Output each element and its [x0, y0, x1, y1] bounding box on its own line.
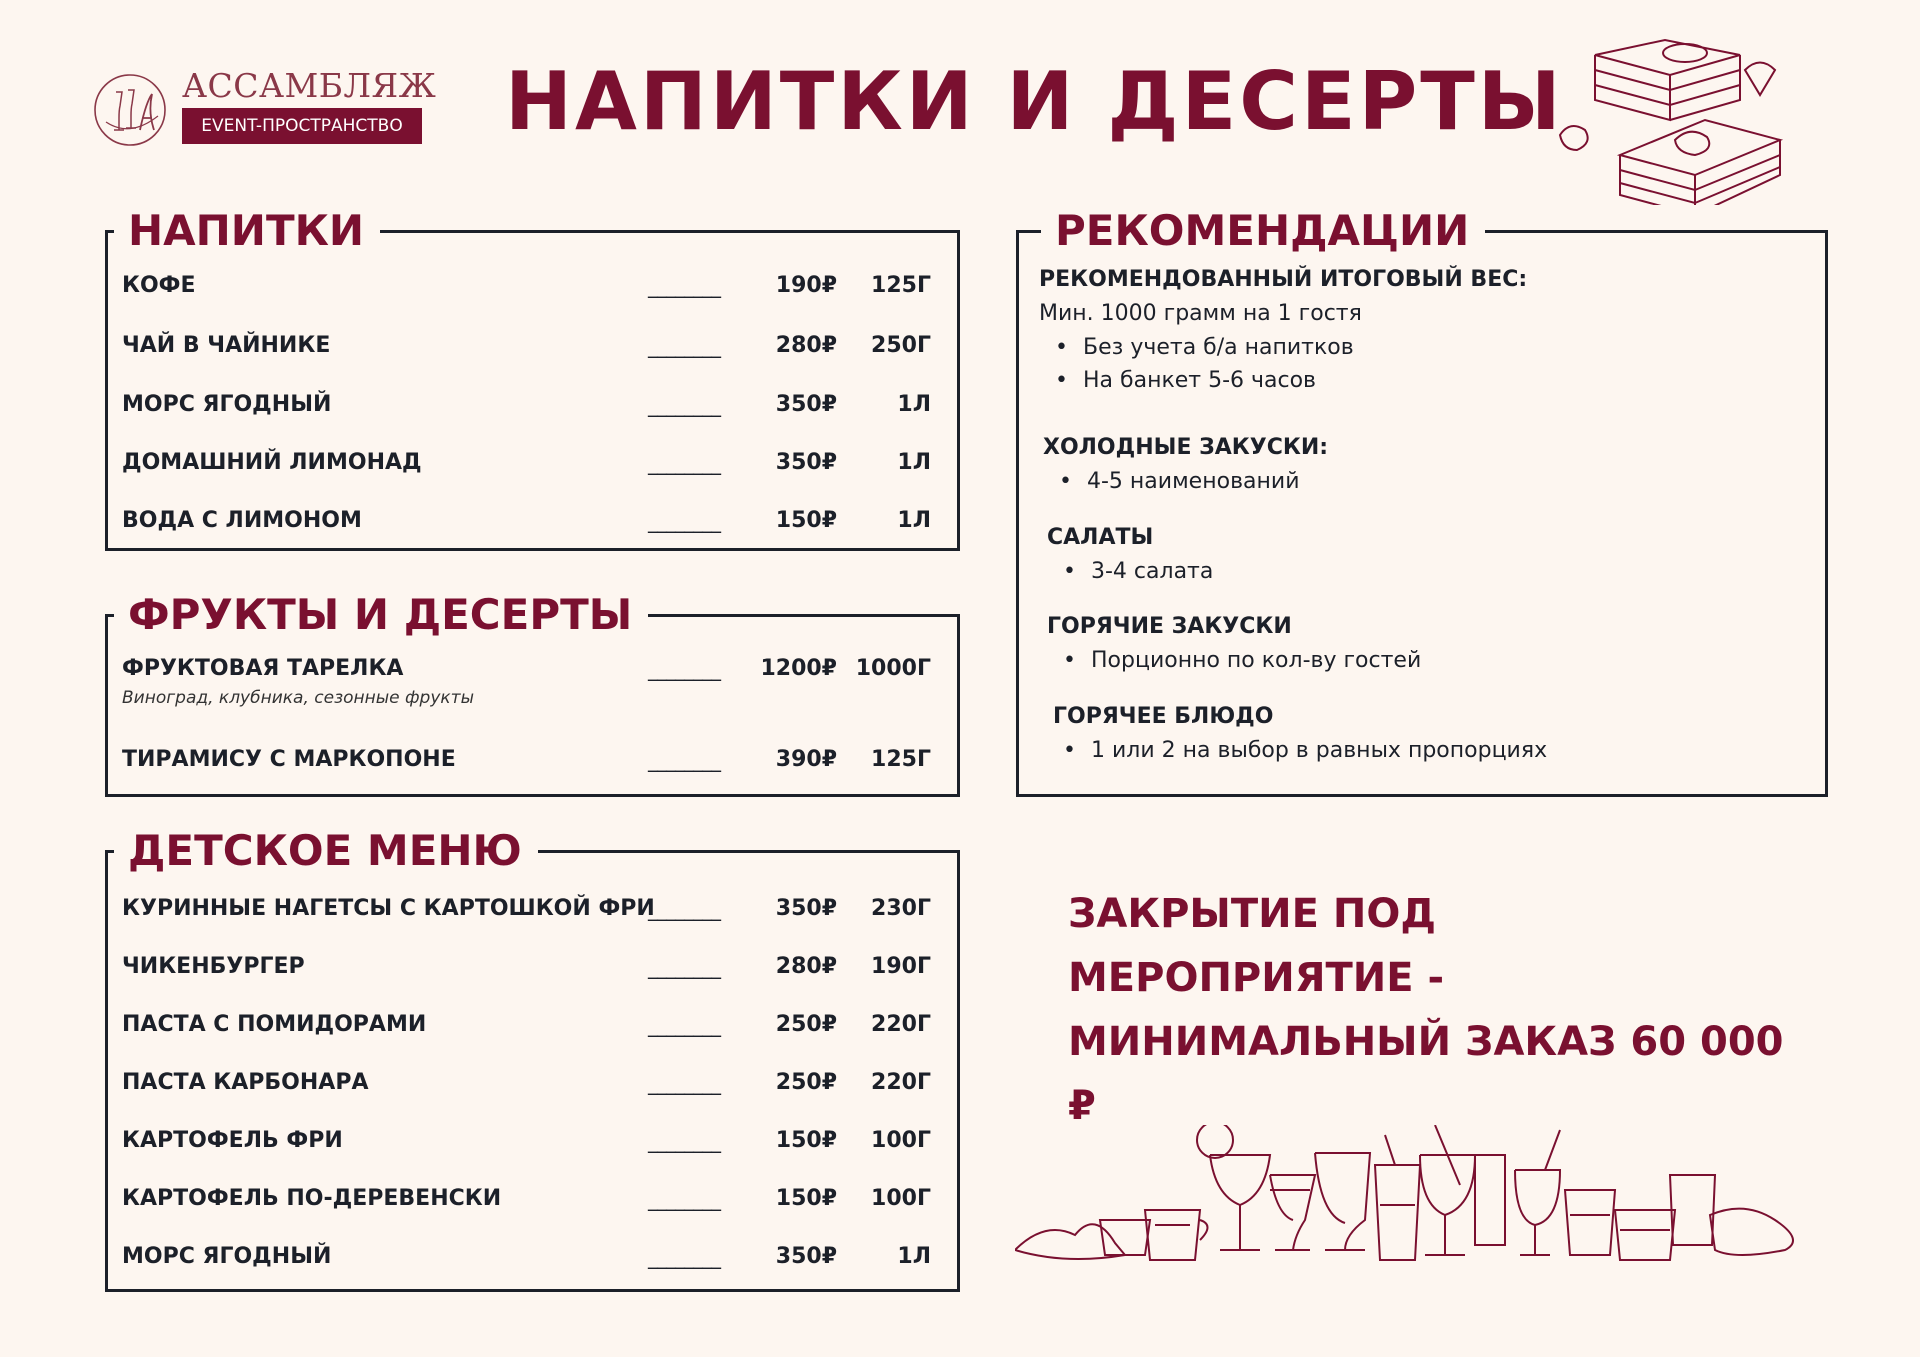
item-name: ЧАЙ В ЧАЙНИКЕ: [122, 333, 331, 358]
drinks-glasses-illustration: [1015, 1125, 1805, 1275]
weight-bullet: • Без учета б/а напитков: [1083, 333, 1354, 363]
item-price: 150₽: [775, 1128, 837, 1153]
recommendations-section-title: РЕКОМЕНДАЦИИ: [1041, 200, 1485, 262]
item-name: МОРС ЯГОДНЫЙ: [122, 1244, 332, 1269]
item-leader: ________: [648, 1071, 720, 1095]
menu-row: [108, 950, 957, 984]
item-leader: ________: [648, 955, 720, 979]
menu-row: [108, 446, 957, 480]
drinks-section: [105, 206, 960, 551]
cake-slices-illustration: [1555, 25, 1795, 205]
menu-row: [108, 1240, 957, 1274]
item-price: 150₽: [775, 508, 837, 533]
hot-dish-bullet: • 1 или 2 на выбор в равных пропорциях: [1091, 736, 1547, 766]
hot-dish-heading: ГОРЯЧЕЕ БЛЮДО: [1053, 704, 1274, 729]
item-leader: ________: [648, 748, 720, 772]
item-price: 190₽: [775, 273, 837, 298]
item-weight: 100Г: [871, 1128, 931, 1153]
item-price: 280₽: [775, 954, 837, 979]
cold-snacks-bullet: • 4-5 наименований: [1087, 467, 1300, 497]
item-price: 350₽: [775, 896, 837, 921]
item-leader: ________: [648, 334, 720, 358]
item-name: ВОДА С ЛИМОНОМ: [122, 508, 362, 533]
champagne-glasses-emblem-icon: [92, 72, 168, 148]
salads-heading: САЛАТЫ: [1047, 525, 1154, 550]
menu-row: [108, 329, 957, 363]
minimum-order-note: [1068, 882, 1788, 1138]
item-weight: 220Г: [871, 1070, 931, 1095]
item-name: КАРТОФЕЛЬ ФРИ: [122, 1128, 343, 1153]
cold-snacks-heading: ХОЛОДНЫЕ ЗАКУСКИ:: [1043, 435, 1329, 460]
salads-bullet: • 3-4 салата: [1091, 557, 1213, 587]
item-leader: ________: [648, 393, 720, 417]
item-price: 150₽: [775, 1186, 837, 1211]
brand-logo: [92, 64, 437, 148]
item-weight: 100Г: [871, 1186, 931, 1211]
drinks-section-title: НАПИТКИ: [114, 200, 380, 262]
item-weight: 230Г: [871, 896, 931, 921]
minimum-order-line-2: МИНИМАЛЬНЫЙ ЗАКАЗ 60 000 ₽: [1068, 1019, 1784, 1129]
brand-tag: EVENT-ПРОСТРАНСТВО: [182, 108, 422, 144]
item-leader: ________: [648, 657, 720, 681]
item-leader: ________: [648, 451, 720, 475]
item-leader: ________: [648, 509, 720, 533]
menu-row: [108, 388, 957, 422]
item-name: КОФЕ: [122, 273, 196, 298]
item-name: МОРС ЯГОДНЫЙ: [122, 392, 332, 417]
item-price: 350₽: [775, 392, 837, 417]
menu-row: [108, 1008, 957, 1042]
item-price: 350₽: [775, 450, 837, 475]
brand-name: АССАМБЛЯЖ: [182, 66, 437, 105]
menu-row: [108, 892, 957, 926]
item-weight: 190Г: [871, 954, 931, 979]
item-name: ФРУКТОВАЯ ТАРЕЛКА: [122, 656, 404, 681]
item-weight: 1Л: [897, 392, 931, 417]
item-leader: ________: [648, 1129, 720, 1153]
item-weight: 1Л: [897, 1244, 931, 1269]
menu-row: [108, 1124, 957, 1158]
weight-text: Мин. 1000 грамм на 1 гостя: [1039, 301, 1362, 326]
item-name: КУРИННЫЕ НАГЕТСЫ С КАРТОШКОЙ ФРИ: [122, 896, 655, 921]
hot-snacks-heading: ГОРЯЧИЕ ЗАКУСКИ: [1047, 614, 1292, 639]
desserts-section-title: ФРУКТЫ И ДЕСЕРТЫ: [114, 584, 648, 646]
item-weight: 220Г: [871, 1012, 931, 1037]
weight-heading: РЕКОМЕНДОВАННЫЙ ИТОГОВЫЙ ВЕС:: [1039, 267, 1528, 292]
item-price: 250₽: [775, 1070, 837, 1095]
weight-bullet: • На банкет 5-6 часов: [1083, 366, 1316, 396]
item-price: 1200₽: [760, 656, 837, 681]
item-name: ДОМАШНИЙ ЛИМОНАД: [122, 450, 422, 475]
item-name: ЧИКЕНБУРГЕР: [122, 954, 305, 979]
kids-menu-section-title: ДЕТСКОЕ МЕНЮ: [114, 820, 538, 882]
menu-row: [108, 743, 957, 777]
item-price: 250₽: [775, 1012, 837, 1037]
item-leader: ________: [648, 1013, 720, 1037]
minimum-order-line-1: ЗАКРЫТИЕ ПОД МЕРОПРИЯТИЕ -: [1068, 891, 1445, 1001]
item-name: ПАСТА С ПОМИДОРАМИ: [122, 1012, 427, 1037]
menu-row: [108, 504, 957, 538]
item-leader: ________: [648, 897, 720, 921]
item-price: 390₽: [775, 747, 837, 772]
item-weight: 1Л: [897, 450, 931, 475]
item-name: ТИРАМИСУ С МАРКОПОНЕ: [122, 747, 456, 772]
menu-row: [108, 269, 957, 303]
item-price: 280₽: [775, 333, 837, 358]
hot-snacks-bullet: • Порционно по кол-ву гостей: [1091, 646, 1421, 676]
desserts-section: [105, 590, 960, 797]
item-leader: ________: [648, 1245, 720, 1269]
item-weight: 250Г: [871, 333, 931, 358]
menu-row: [108, 1182, 957, 1216]
kids-menu-section: [105, 826, 960, 1292]
menu-row: [108, 1066, 957, 1100]
item-weight: 125Г: [871, 273, 931, 298]
item-name: КАРТОФЕЛЬ ПО-ДЕРЕВЕНСКИ: [122, 1186, 502, 1211]
item-description: Виноград, клубника, сезонные фрукты: [122, 688, 475, 708]
item-weight: 1000Г: [855, 656, 931, 681]
menu-row: [108, 652, 957, 708]
item-weight: 1Л: [897, 508, 931, 533]
page-title: НАПИТКИ И ДЕСЕРТЫ: [505, 55, 1564, 148]
item-weight: 125Г: [871, 747, 931, 772]
item-leader: ________: [648, 1187, 720, 1211]
recommendations-section: [1016, 206, 1828, 797]
item-name: ПАСТА КАРБОНАРА: [122, 1070, 369, 1095]
item-leader: ________: [648, 274, 720, 298]
item-price: 350₽: [775, 1244, 837, 1269]
